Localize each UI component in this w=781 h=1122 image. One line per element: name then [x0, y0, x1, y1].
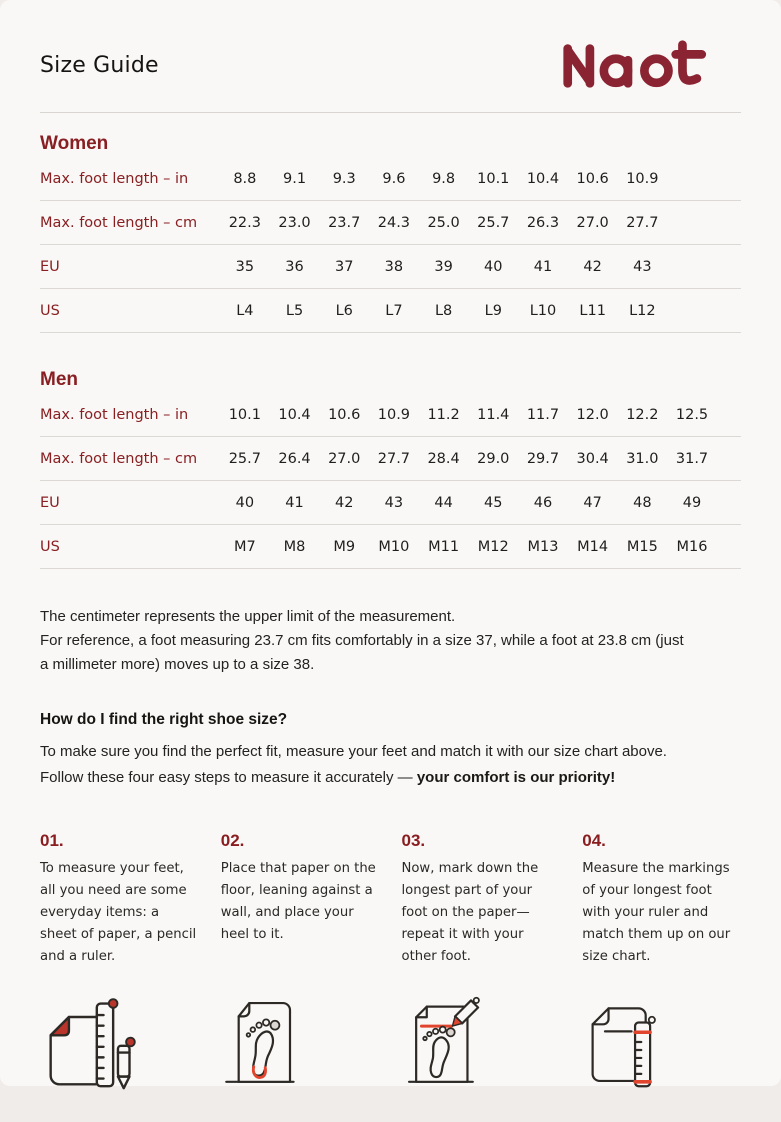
size-value: M15 — [626, 538, 658, 555]
men-heading: Men — [40, 369, 78, 390]
size-value: L7 — [385, 302, 403, 319]
size-value: 26.4 — [278, 450, 311, 467]
size-value: M13 — [527, 538, 559, 555]
step-2 — [221, 831, 380, 968]
size-value: L12 — [629, 302, 656, 319]
size-value: 42 — [583, 258, 602, 275]
size-value: 45 — [484, 494, 503, 511]
size-value: 10.9 — [626, 170, 659, 187]
note-line-2: For reference, a foot measuring 23.7 cm fits comfortably in a size 37, while a foot at 23.8 cm (just a millimeter more) moves up to a size 38. — [40, 632, 684, 673]
size-value: 23.0 — [278, 214, 311, 231]
size-value: 9.8 — [432, 170, 456, 187]
step-text: Measure the markings of your longest foot with your ruler and match them up on our size chart. — [582, 861, 731, 964]
step-number: 02. — [220, 831, 245, 850]
size-value: L9 — [484, 302, 502, 319]
size-value: 10.6 — [328, 406, 361, 423]
women-size-table — [40, 133, 741, 333]
size-value: 26.3 — [526, 214, 560, 231]
size-value: L11 — [579, 302, 606, 319]
step-number: 04. — [582, 831, 606, 850]
size-value: 25.7 — [477, 214, 510, 231]
size-value: 29.7 — [526, 450, 560, 467]
size-row-label: Max. foot length – in — [40, 170, 189, 187]
size-value: 27.7 — [626, 214, 659, 231]
size-value: L6 — [335, 302, 353, 319]
size-value: 40 — [235, 494, 255, 511]
size-value: M9 — [333, 538, 356, 555]
size-value: 12.2 — [626, 406, 659, 423]
size-row-label: Max. foot length – in — [40, 406, 189, 423]
size-value: 12.0 — [576, 406, 609, 423]
size-row-max-foot-length-cm — [40, 201, 741, 245]
size-row-us — [40, 525, 741, 569]
size-value: 40 — [484, 258, 503, 275]
step-1 — [40, 831, 199, 968]
size-value: 11.2 — [427, 406, 460, 423]
size-row-label: US — [40, 302, 60, 319]
size-value: 31.0 — [626, 450, 659, 467]
size-value: 29.0 — [477, 450, 510, 467]
size-value: 8.8 — [233, 170, 257, 187]
size-row-eu — [40, 245, 741, 289]
size-row-label: Max. foot length – cm — [40, 214, 198, 231]
size-value: M16 — [676, 538, 708, 555]
how-to-intro — [40, 739, 685, 791]
size-value: M14 — [577, 538, 609, 555]
size-value: 27.0 — [576, 214, 609, 231]
paper-ruler-marks-icon — [582, 992, 741, 1092]
size-value: 22.3 — [228, 214, 261, 231]
size-value: L10 — [529, 302, 557, 319]
naot-logo — [541, 38, 741, 92]
size-value: L5 — [285, 302, 304, 319]
size-value: 9.6 — [382, 170, 406, 187]
step-3 — [402, 831, 561, 968]
women-heading: Women — [40, 133, 109, 154]
size-value: 47 — [583, 494, 602, 511]
step-4 — [582, 831, 741, 968]
women-size-rows — [40, 157, 741, 333]
size-value: 38 — [384, 258, 404, 275]
size-value: 10.1 — [477, 170, 510, 187]
page-header — [40, 0, 741, 113]
size-row-us — [40, 289, 741, 333]
size-value: 11.4 — [477, 406, 510, 423]
size-value: 25.0 — [427, 214, 460, 231]
size-row-max-foot-length-in — [40, 157, 741, 201]
measurement-notes — [40, 605, 690, 677]
size-value: 46 — [533, 494, 553, 511]
size-value: M7 — [233, 538, 256, 555]
size-value: 24.3 — [377, 214, 411, 231]
size-value: 27.7 — [377, 450, 411, 467]
size-value: 11.7 — [526, 406, 560, 423]
paper-footprint-heel-icon — [221, 992, 380, 1092]
men-size-rows — [40, 393, 741, 569]
how-to-heading: How do I find the right shoe size? — [40, 711, 288, 728]
size-value: 43 — [633, 258, 652, 275]
step-text: Now, mark down the longest part of your foot on the paper—repeat it with your other foot. — [401, 861, 539, 964]
size-value: 37 — [334, 258, 354, 275]
size-value: 31.7 — [675, 450, 709, 467]
step-number: 01. — [40, 831, 64, 850]
size-value: 35 — [235, 258, 255, 275]
measuring-steps-grid — [40, 831, 741, 1092]
note-line-1: The centimeter represents the upper limit of the measurement. — [40, 608, 456, 625]
size-value: 27.0 — [328, 450, 361, 467]
size-value: 43 — [384, 494, 404, 511]
size-row-label: Max. foot length – cm — [40, 450, 198, 467]
size-row-label: EU — [40, 494, 60, 511]
size-row-label: US — [40, 538, 60, 555]
size-row-max-foot-length-cm — [40, 437, 741, 481]
step-number: 03. — [401, 831, 426, 850]
size-value: 10.4 — [278, 406, 311, 423]
size-value: L4 — [236, 302, 254, 319]
paper-ruler-pencil-icon — [40, 992, 199, 1092]
size-value: 41 — [533, 258, 553, 275]
size-value: 28.4 — [427, 450, 460, 467]
how-to-intro-emphasis: your comfort is our priority! — [416, 769, 616, 786]
men-size-table — [40, 369, 741, 569]
size-row-eu — [40, 481, 741, 525]
size-value: 25.7 — [228, 450, 261, 467]
size-row-label: EU — [40, 258, 60, 275]
size-value: M8 — [283, 538, 306, 555]
size-value: 44 — [434, 494, 453, 511]
size-value: L8 — [434, 302, 453, 319]
size-value: 12.5 — [675, 406, 709, 423]
how-to-intro-text: To make sure you find the perfect fit, measure your feet and match it with our size chart above. Follow these four easy steps to measure it accurately — — [40, 743, 667, 786]
step-text: Place that paper on the floor, leaning against a wall, and place your heel to it. — [220, 861, 376, 942]
size-value: 39 — [434, 258, 453, 275]
size-value: 10.6 — [576, 170, 609, 187]
size-value: 49 — [682, 494, 702, 511]
size-value: 41 — [285, 494, 304, 511]
size-value: 9.3 — [332, 170, 356, 187]
step-text: To measure your feet, all you need are some everyday items: a sheet of paper, a pencil and a ruler. — [40, 861, 197, 964]
size-value: 30.4 — [576, 450, 609, 467]
size-value: 10.4 — [526, 170, 560, 187]
size-value: M12 — [477, 538, 509, 555]
size-value: 42 — [334, 494, 354, 511]
size-value: 10.9 — [377, 406, 411, 423]
size-value: M11 — [428, 538, 460, 555]
size-value: 10.1 — [228, 406, 261, 423]
size-row-max-foot-length-in — [40, 393, 741, 437]
size-value: 36 — [285, 258, 304, 275]
size-value: 9.1 — [283, 170, 307, 187]
page-title: Size Guide — [40, 52, 159, 78]
paper-footprint-mark-pencil-icon — [402, 992, 561, 1092]
size-value: 23.7 — [328, 214, 361, 231]
size-value: M10 — [378, 538, 410, 555]
size-value: 48 — [633, 494, 652, 511]
